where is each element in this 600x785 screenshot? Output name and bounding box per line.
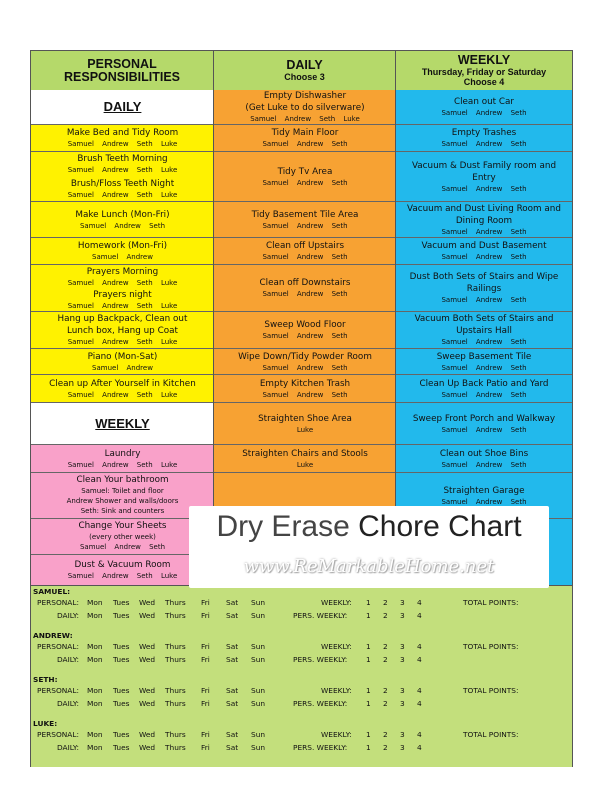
task-label: Straighten Garage [443,485,525,496]
personal-header-line2: RESPONSIBILITIES [64,69,180,84]
list-item [214,403,396,445]
weekly-point[interactable]: 2 [383,655,388,664]
task-label: Sweep Front Porch and Walkway [412,413,556,424]
list-item [31,519,214,555]
list-item [214,125,396,152]
day-label[interactable]: Wed [139,598,156,607]
task-label: Clean out Shoe Bins [439,448,529,459]
day-label[interactable]: Mon [87,743,103,752]
day-label[interactable]: Wed [139,642,156,651]
day-label[interactable]: Sat [226,686,239,695]
weekly-label: WEEKLY: [321,642,352,651]
day-label[interactable]: Fri [201,598,210,607]
title-part-1: Dry Erase [216,510,359,543]
day-label[interactable]: Tues [113,655,130,664]
list-item [214,265,396,312]
assignees: Samuel Andrew Seth Luke [67,572,178,580]
chart-title [189,510,549,544]
task-label-2: (Get Luke to do silverware) [245,103,365,113]
weekly-point[interactable]: 4 [417,598,422,607]
task-label: Make Bed and Tidy Room [66,128,179,138]
weekly-point[interactable]: 2 [383,699,388,708]
weekly-label: PERS. WEEKLY: [293,743,348,752]
total-points-label: TOTAL POINTS: [463,642,519,651]
assignees: Samuel Andrew Seth [79,221,166,230]
task-label-2: Samuel: Toilet and floor [81,487,164,495]
assignees: Samuel Andrew Seth Luke [67,166,178,174]
list-item [396,202,572,238]
list-item [31,555,214,585]
weekly-point[interactable]: 3 [400,598,405,607]
day-label[interactable]: Thurs [165,743,186,752]
assignees: Samuel Andrew Seth [441,253,527,261]
day-label[interactable]: Tues [113,686,130,695]
task-label: Empty Dishwasher [263,91,347,101]
list-item [31,289,214,312]
day-label[interactable]: Sun [251,611,266,620]
weekly-point[interactable]: 1 [366,699,371,708]
list-item [31,202,214,238]
task-label-2: Railings [466,284,502,294]
weekly-label: WEEKLY: [321,598,352,607]
task-label: Vacuum and Dust Living Room and [407,203,561,214]
assignees: Samuel Andrew [92,253,153,261]
assignees: Samuel Andrew Seth [79,543,166,551]
assignees: Luke [296,425,314,434]
row-label: PERSONAL: [37,598,79,607]
weekly-point[interactable]: 3 [400,686,405,695]
task-label-2: Lunch box, Hang up Coat [67,326,178,336]
task-label: Piano (Mon-Sat) [87,351,158,362]
day-label[interactable]: Mon [87,655,103,664]
day-label[interactable]: Fri [201,642,210,651]
assignees: Samuel Andrew Seth [441,140,527,148]
day-label[interactable]: Sun [251,730,266,739]
column-divider [395,51,396,585]
weekly-point[interactable]: 4 [417,699,422,708]
assignees: Samuel Andrew Seth [262,253,348,261]
task-label: Brush Teeth Morning [77,154,168,164]
weekly-point[interactable]: 2 [383,598,388,607]
child-name: SETH: [33,675,58,684]
day-label[interactable]: Thurs [165,598,186,607]
weekly-point[interactable]: 1 [366,730,371,739]
assignees: Samuel Andrew Seth [441,363,527,372]
task-label: Brush/Floss Teeth Night [70,178,175,189]
tracker-row [31,598,572,610]
weekly-point[interactable]: 1 [366,655,371,664]
personal-weekly-heading-text: WEEKLY [95,415,150,431]
weekly-point[interactable]: 3 [400,730,405,739]
weekly-label: WEEKLY: [321,686,352,695]
day-label[interactable]: Wed [139,686,156,695]
weekly-label: PERS. WEEKLY: [293,655,348,664]
task-label: Vacuum Both Sets of Stairs and [414,314,554,324]
task-label: Tidy Tv Area [277,166,333,177]
list-item [396,349,572,375]
task-label: Tidy Basement Tile Area [251,209,359,220]
day-label[interactable]: Tues [113,642,130,651]
day-label[interactable]: Fri [201,730,210,739]
list-item [31,445,214,473]
tracker-row [31,743,572,755]
assignees: Samuel Andrew Seth Luke [67,302,178,310]
assignees: Samuel Andrew Seth Luke [250,115,360,123]
list-item [396,445,572,473]
day-label[interactable]: Sat [226,699,239,708]
assignees: Samuel Andrew Seth [441,497,527,506]
task-label: Dust Both Sets of Stairs and Wipe [409,272,559,282]
weekly-point[interactable]: 4 [417,730,422,739]
total-points-label: TOTAL POINTS: [463,598,519,607]
weekly-header [396,51,572,90]
task-label: Vacuum and Dust Basement [421,241,547,251]
day-label[interactable]: Sat [226,743,239,752]
day-label[interactable]: Tues [113,598,130,607]
weekly-label: PERS. WEEKLY: [293,611,348,620]
assignees: Samuel Andrew Seth [441,425,527,434]
daily-header-sub: Choose 3 [284,72,325,82]
row-label: PERSONAL: [37,686,79,695]
day-label[interactable]: Wed [139,730,156,739]
personal-daily-heading [31,90,214,125]
task-label: Homework (Mon-Fri) [77,241,168,251]
list-item [396,125,572,152]
list-item [214,238,396,265]
assignees: Samuel Andrew Seth [262,390,348,399]
weekly-header-title: WEEKLY [457,53,511,67]
list-item [214,445,396,473]
assignees: Samuel Andrew Seth [441,109,527,117]
day-label[interactable]: Sun [251,699,266,708]
list-item [31,152,214,176]
row-label: PERSONAL: [37,730,79,739]
list-item [214,90,396,125]
assignees: Samuel Andrew Seth [262,332,348,340]
chore-chart [30,50,573,767]
day-label[interactable]: Wed [139,611,156,620]
list-item [31,375,214,403]
list-item [31,238,214,265]
task-label: Sweep Wood Floor [264,320,346,330]
day-label[interactable]: Mon [87,686,103,695]
day-label[interactable]: Thurs [165,611,186,620]
assignees: Samuel Andrew Seth [441,390,527,399]
day-label[interactable]: Sat [226,655,239,664]
assignees: Samuel Andrew Seth [262,221,348,230]
assignees: Samuel Andrew Seth [262,178,348,187]
weekly-point[interactable]: 1 [366,642,371,651]
task-label-2: (every other week) [89,533,156,541]
day-label[interactable]: Thurs [165,655,186,664]
day-label[interactable]: Sun [251,655,266,664]
row-label: DAILY: [57,699,79,708]
list-item [396,90,572,125]
weekly-point[interactable]: 3 [400,743,405,752]
weekly-point[interactable]: 4 [417,686,422,695]
list-item [31,176,214,202]
weekly-point[interactable]: 3 [400,611,405,620]
tracker-row [31,642,572,654]
weekly-point[interactable]: 3 [400,699,405,708]
personal-daily-heading-text: DAILY [103,99,142,114]
task-label: Wipe Down/Tidy Powder Room [238,351,372,362]
day-label[interactable]: Sat [226,598,239,607]
day-label[interactable]: Wed [139,655,156,664]
task-label: Hang up Backpack, Clean out [57,314,188,324]
day-label[interactable]: Sun [251,686,266,695]
weekly-point[interactable]: 1 [366,611,371,620]
weekly-point[interactable]: 4 [417,743,422,752]
list-item [396,403,572,445]
task-label: Make Lunch (Mon-Fri) [75,209,170,220]
assignees: Samuel Andrew Seth Luke [67,390,178,399]
task-label: Prayers night [93,290,152,300]
day-label[interactable]: Wed [139,743,156,752]
assignees: Seth: Sink and counters [80,507,165,515]
list-item [31,265,214,289]
weekly-point[interactable]: 3 [400,655,405,664]
weekly-point[interactable]: 2 [383,730,388,739]
task-label: Sweep Basement Tile [436,351,532,362]
task-label-3: Andrew Shower and walls/doors [66,497,179,505]
tracker-row [31,655,572,667]
tracker-row [31,611,572,623]
task-label: Clean off Upstairs [265,241,345,251]
points-tracker [31,585,572,767]
assignees: Samuel Andrew Seth Luke [67,190,178,199]
day-label[interactable]: Tues [113,730,130,739]
daily-header-title: DAILY [286,58,323,72]
weekly-label: WEEKLY: [321,730,352,739]
day-label[interactable]: Sun [251,743,266,752]
weekly-point[interactable]: 4 [417,642,422,651]
assignees: Samuel Andrew [92,363,153,372]
personal-header-line1: PERSONAL [87,56,157,71]
column-divider [213,51,214,585]
day-label[interactable]: Thurs [165,699,186,708]
title-banner [189,506,549,588]
task-label: Clean Your bathroom [76,475,169,485]
day-label[interactable]: Mon [87,642,103,651]
assignees: Samuel Andrew Seth Luke [67,279,178,287]
day-label[interactable]: Mon [87,598,103,607]
weekly-point[interactable]: 4 [417,611,422,620]
assignees: Samuel Andrew Seth [262,140,348,148]
list-item [214,312,396,349]
task-label: Laundry [104,448,141,459]
child-name: ANDREW: [33,631,73,640]
task-label: Straighten Shoe Area [258,413,352,424]
list-item [214,375,396,403]
list-item [396,375,572,403]
assignees: Samuel Andrew Seth [441,460,527,469]
total-points-label: TOTAL POINTS: [463,686,519,695]
assignees: Samuel Andrew Seth [262,363,348,372]
task-label: Tidy Main Floor [271,128,339,138]
task-label: Dust & Vacuum Room [74,560,171,570]
assignees: Samuel Andrew Seth [262,290,348,298]
day-label[interactable]: Mon [87,611,103,620]
child-name: SAMUEL: [33,587,71,596]
task-label: Clean off Downstairs [259,278,351,288]
list-item [396,152,572,202]
day-label[interactable]: Mon [87,730,103,739]
day-label[interactable]: Fri [201,686,210,695]
assignees: Samuel Andrew Seth [441,338,527,346]
total-points-label: TOTAL POINTS: [463,730,519,739]
day-label[interactable]: Sat [226,611,239,620]
task-label-2: Upstairs Hall [456,326,512,336]
day-label[interactable]: Fri [201,743,210,752]
weekly-header-choose: Choose 4 [463,77,505,87]
row-label: DAILY: [57,743,79,752]
day-label[interactable]: Sat [226,642,239,651]
task-label: Empty Kitchen Trash [259,378,351,389]
day-label[interactable]: Sun [251,598,266,607]
daily-header [214,51,396,90]
weekly-point[interactable]: 1 [366,743,371,752]
day-label[interactable]: Tues [113,699,130,708]
day-label[interactable]: Sat [226,730,239,739]
website-url: www.ReMarkableHome.net [243,556,495,577]
personal-weekly-heading [31,403,214,445]
weekly-point[interactable]: 1 [366,598,371,607]
personal-header [31,51,214,90]
day-label[interactable]: Fri [201,699,210,708]
list-item [214,152,396,202]
list-item [396,265,572,312]
weekly-point[interactable]: 2 [383,743,388,752]
weekly-header-sub: Thursday, Friday or Saturday [421,67,547,77]
task-label: Clean up After Yourself in Kitchen [49,378,196,389]
list-item [396,238,572,265]
day-label[interactable]: Sun [251,642,266,651]
tracker-row [31,730,572,742]
task-label: Empty Trashes [451,128,517,138]
child-name: LUKE: [33,719,58,728]
assignees: Samuel Andrew Seth [441,227,527,236]
list-item [31,125,214,152]
list-item [31,312,214,349]
tracker-row [31,686,572,698]
weekly-point[interactable]: 3 [400,642,405,651]
list-item [31,349,214,375]
task-label: Prayers Morning [86,267,159,277]
day-label[interactable]: Fri [201,655,210,664]
weekly-point[interactable]: 2 [383,642,388,651]
assignees: Samuel Andrew Seth [441,184,527,193]
list-item [214,202,396,238]
row-label: DAILY: [57,655,79,664]
weekly-point[interactable]: 4 [417,655,422,664]
task-label-2: Entry [472,172,496,183]
task-label-2: Dining Room [455,215,513,226]
assignees: Samuel Andrew Seth Luke [67,460,178,469]
day-label[interactable]: Fri [201,611,210,620]
assignees: Luke [296,460,314,469]
weekly-label: PERS. WEEKLY: [293,699,348,708]
assignees: Samuel Andrew Seth Luke [67,338,178,346]
day-label[interactable]: Thurs [165,642,186,651]
day-label[interactable]: Mon [87,699,103,708]
tracker-row [31,699,572,711]
row-label: PERSONAL: [37,642,79,651]
task-label: Change Your Sheets [78,521,167,531]
day-label[interactable]: Thurs [165,686,186,695]
weekly-point[interactable]: 2 [383,686,388,695]
list-item [31,473,214,519]
day-label[interactable]: Thurs [165,730,186,739]
weekly-point[interactable]: 2 [383,611,388,620]
assignees: Samuel Andrew Seth Luke [67,140,178,148]
assignees: Samuel Andrew Seth [441,296,527,304]
day-label[interactable]: Tues [113,743,130,752]
task-label: Clean Up Back Patio and Yard [419,378,549,389]
task-label: Straighten Chairs and Stools [242,448,368,459]
weekly-point[interactable]: 1 [366,686,371,695]
title-part-2: Chore Chart [358,510,522,543]
task-label: Vacuum & Dust Family room and [411,160,557,171]
day-label[interactable]: Wed [139,699,156,708]
list-item [214,349,396,375]
day-label[interactable]: Tues [113,611,130,620]
list-item [396,312,572,349]
row-label: DAILY: [57,611,79,620]
task-label: Clean out Car [453,97,515,107]
